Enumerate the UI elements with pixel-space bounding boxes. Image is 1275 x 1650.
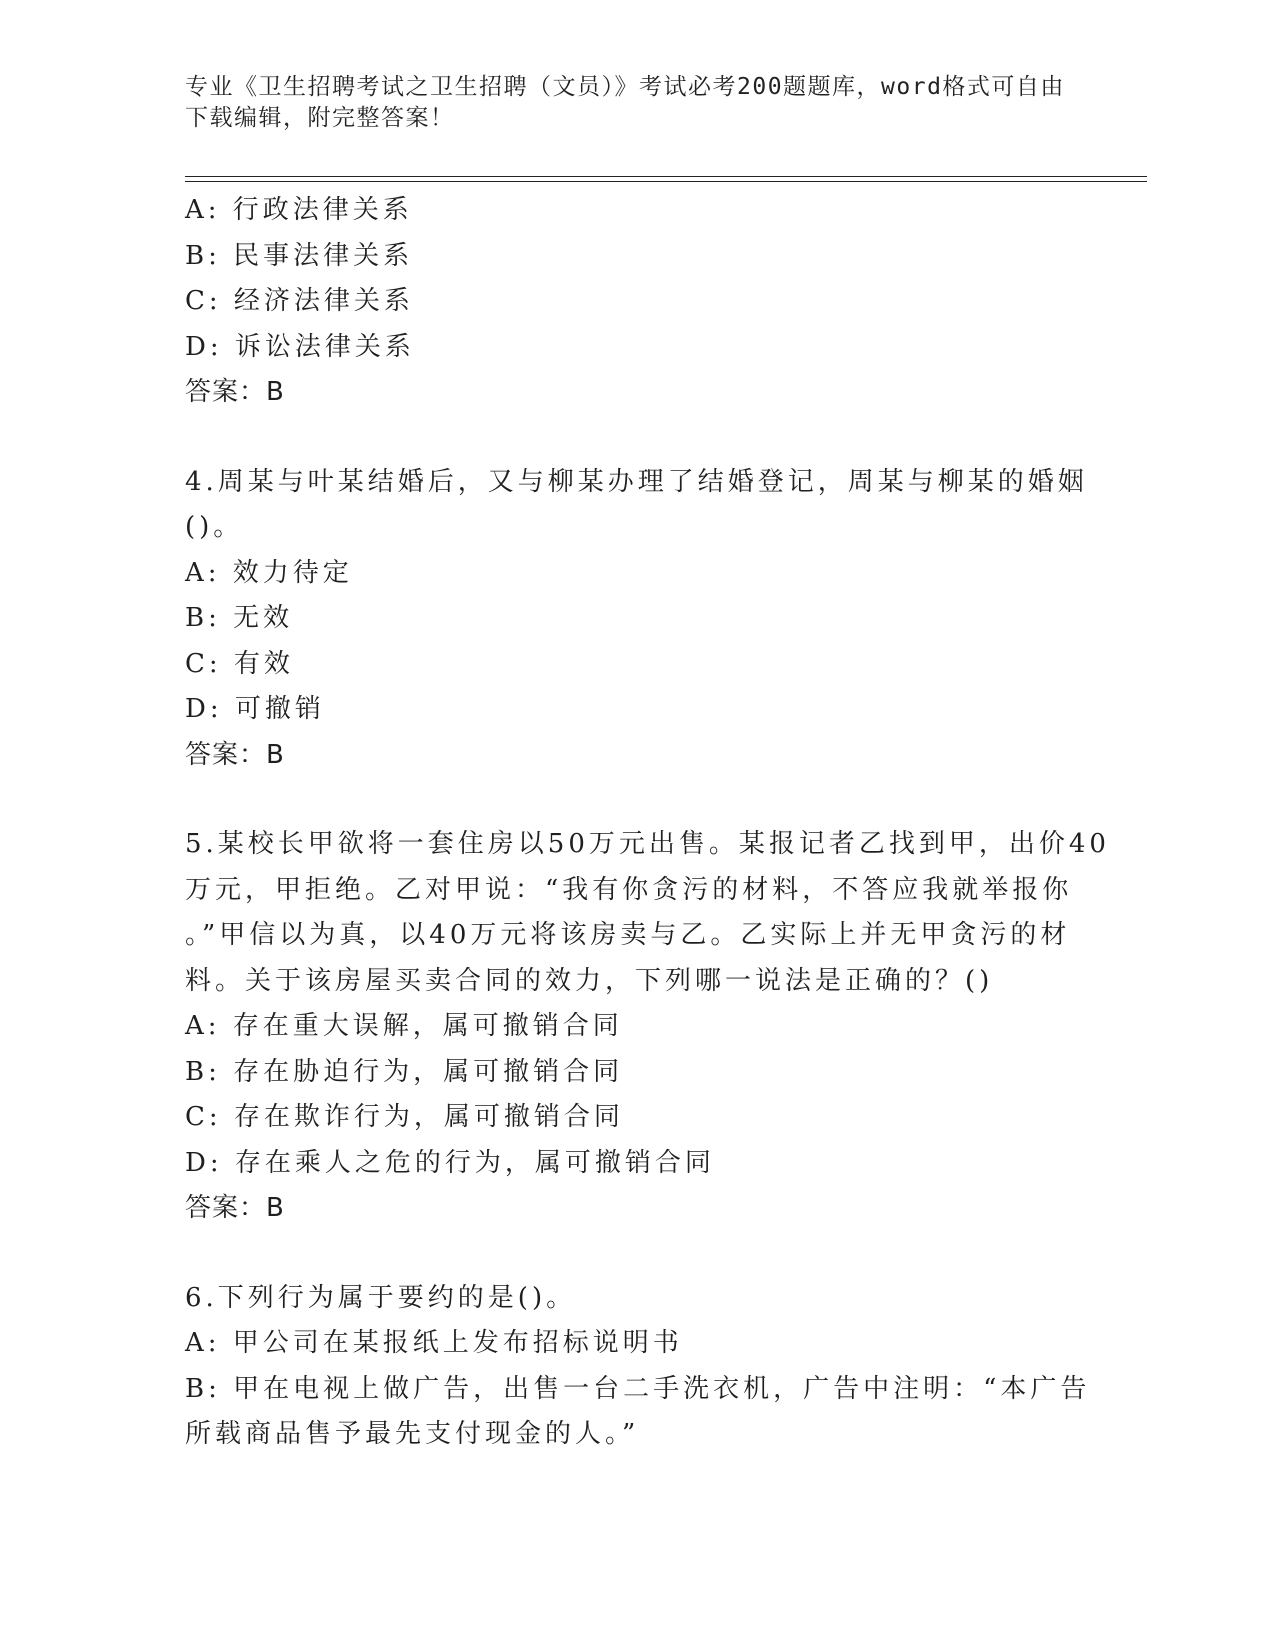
option-d: D: 可撤销 <box>185 694 325 724</box>
question-stem: 5.某校长甲欲将一套住房以50万元出售。某报记者乙找到甲，出价40 <box>185 829 1110 859</box>
option-b: B: 甲在电视上做广告，出售一台二手洗衣机，广告中注明：“本广告 <box>185 1373 1091 1404</box>
spacer <box>185 416 1085 460</box>
option-a: A: 存在重大误解，属可撤销合同 <box>185 1011 623 1041</box>
option-b: B: 无效 <box>185 603 294 633</box>
option-d: D: 诉讼法律关系 <box>185 331 415 362</box>
question-stem: 6.下列行为属于要约的是()。 <box>185 1282 577 1313</box>
option-a: A: 效力待定 <box>185 557 353 588</box>
question-3 <box>185 188 1085 416</box>
spacer <box>185 778 1085 822</box>
question-stem: 。”甲信以为真，以40万元将该房卖与乙。乙实际上并无甲贪污的材 <box>185 920 1071 950</box>
option-d: D: 存在乘人之危的行为，属可撤销合同 <box>185 1147 715 1178</box>
answer: 答案：B <box>185 377 285 407</box>
option-b: B: 存在胁迫行为，属可撤销合同 <box>185 1056 624 1087</box>
option-c: C: 经济法律关系 <box>185 286 414 316</box>
question-stem: 料。关于该房屋买卖合同的效力，下列哪一说法是正确的？() <box>185 965 994 996</box>
question-stem: 万元，甲拒绝。乙对甲说：“我有你贪污的材料，不答应我就举报你 <box>185 874 1073 905</box>
option-c: C: 有效 <box>185 648 294 679</box>
spacer <box>185 1232 1085 1276</box>
question-stem: 4.周某与叶某结婚后，又与柳某办理了结婚登记，周某与柳某的婚姻 <box>185 466 1088 497</box>
option-b-continued: 所载商品售予最先支付现金的人。” <box>185 1419 640 1449</box>
answer: 答案：B <box>185 1193 285 1223</box>
option-a: A: 甲公司在某报纸上发布招标说明书 <box>185 1328 683 1358</box>
question-4 <box>185 460 1088 779</box>
option-c: C: 存在欺诈行为，属可撤销合同 <box>185 1102 624 1132</box>
question-content <box>185 188 1110 1458</box>
question-stem: ()。 <box>185 512 244 542</box>
document-header: 专业《卫生招聘考试之卫生招聘（文员）》考试必考200题题库，word格式可自由下载编辑，附完整答案！ <box>185 74 1065 131</box>
option-b: B: 民事法律关系 <box>185 240 414 271</box>
option-a: A: 行政法律关系 <box>185 195 413 225</box>
header-divider-bottom <box>185 181 1147 182</box>
answer: 答案：B <box>185 739 285 770</box>
header-divider-top <box>185 176 1147 177</box>
question-5 <box>185 822 1110 1232</box>
question-6 <box>185 1276 1091 1458</box>
